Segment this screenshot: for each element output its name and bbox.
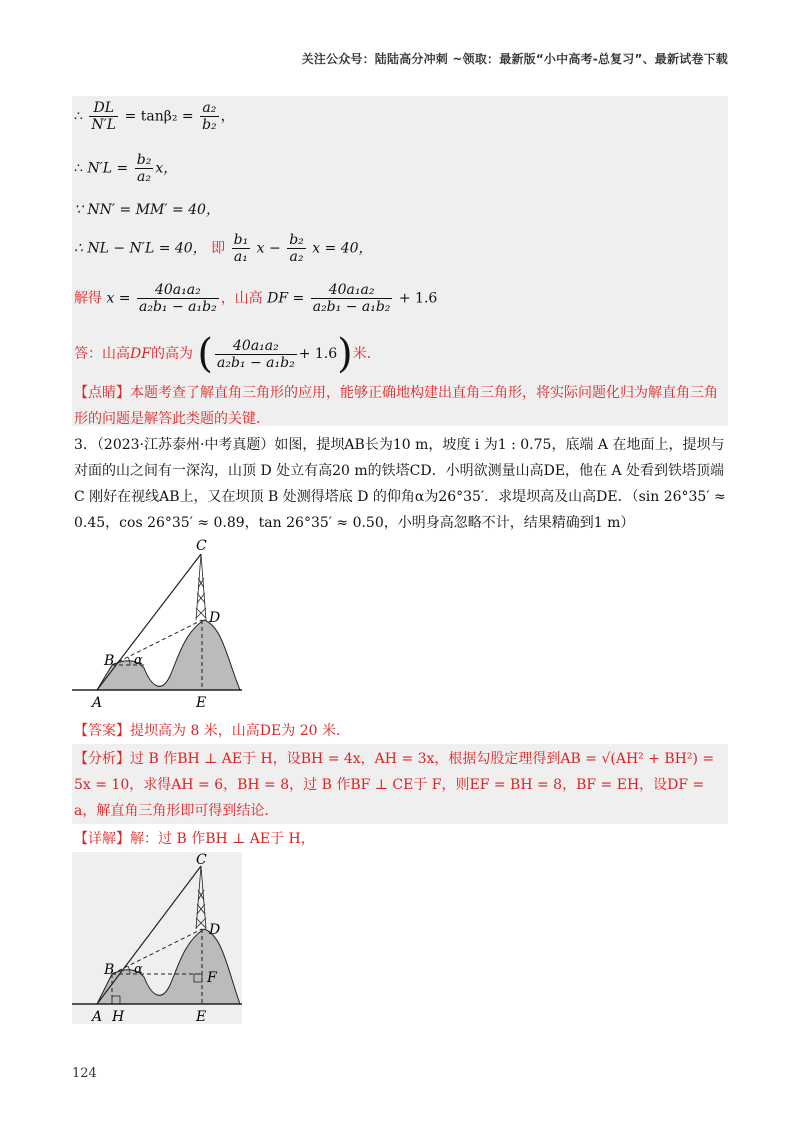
- tower-cd: [196, 866, 206, 929]
- fraction: $\frac{\text{b₂}}{\text{a₂}}$: [289, 232, 304, 265]
- label-e: E: [196, 695, 207, 710]
- fraction: $\frac{\text{a₂}}{\text{b₂}}$: [202, 100, 217, 133]
- equation-text: 米．: [352, 346, 381, 362]
- label-b: B: [104, 962, 115, 978]
- therefore-symbol: ∴: [74, 108, 83, 125]
- equation-text: ，山高: [220, 290, 263, 307]
- equation-text: x −: [256, 240, 281, 257]
- equation-text: 的高为: [150, 346, 193, 362]
- solution-line-1: [74, 100, 235, 133]
- label-alpha: α: [134, 653, 143, 668]
- fraction: $\frac{\text{40a₁a₂}}{\text{a₂b₁ − a₁b₂}}$: [138, 282, 217, 315]
- page-number: 124: [72, 1066, 97, 1081]
- label-e: E: [196, 1009, 207, 1024]
- solution-line-4: [74, 232, 373, 265]
- equation-text: ∴ NL − N′L = 40，: [74, 240, 207, 257]
- solution-line-5: [74, 282, 437, 315]
- equation-text: = tanβ₂ =: [124, 108, 194, 125]
- label-f: F: [207, 970, 217, 986]
- page-header: 关注公众号：陆陆高分冲刺 ~领取：最新版“小中高考-总复习”、最新试卷下载: [301, 52, 728, 66]
- label-b: B: [104, 653, 115, 669]
- equation-text: 即: [211, 240, 226, 257]
- fraction: $\frac{\text{b₁}}{\text{a₁}}$: [233, 232, 249, 265]
- label-d: D: [209, 922, 221, 938]
- equation-text: x，: [155, 160, 178, 177]
- equation-text: ，: [220, 108, 235, 125]
- equation-text: DF =: [267, 290, 305, 307]
- label-d: D: [209, 610, 221, 626]
- label-h: H: [112, 1009, 125, 1024]
- fraction: $\frac{\text{40a₁a₂}}{\text{a₂b₁ − a₁b₂}}$: [312, 282, 391, 315]
- terrain-fill: [97, 620, 240, 690]
- figure-2: [72, 852, 262, 1024]
- equation-text: + 1.6: [398, 290, 438, 307]
- fraction: $\frac{\text{40a₁a₂}}{\text{a₂b₁ − a₁b₂}}$: [217, 337, 295, 371]
- solution-line-2: [74, 152, 177, 185]
- equation-text: 答：山高: [74, 346, 130, 362]
- label-c: C: [196, 852, 207, 868]
- problem-statement: 3．（2023·江苏泰州·中考真题）如图，提坝AB长为10 m，坡度 i 为1 : 0.75，底端 A 在地面上，提坝与对面的山之间有一深沟，山顶 D 处立有高20 m的铁塔CD．小明欲测量山高DE，他在 A 处看到铁塔顶端 C 刚好在视线AB上，又在坝顶 B 处测得塔底 D 的仰角α为26°35′．求堤坝高及山高DE．（sin 26°35′ ≈ 0.45，cos 26°35′ ≈ 0.89，tan 26°35′ ≈ 0.50，小明身高忽略不计，结果精确到1 m）: [74, 437, 726, 531]
- label-alpha: α: [134, 962, 143, 977]
- solution-line-3: ∵ NN′ = MM′ = 40，: [74, 202, 220, 218]
- label-c: C: [196, 538, 207, 554]
- equation-text: 解得: [74, 290, 102, 307]
- dianjing-note: 【点睛】本题考查了解直角三角形的应用，能够正确地构建出直角三角形，将实际问题化归为解直角三角形的问题是解答此类题的关键．: [74, 385, 718, 427]
- fraction: $\frac{DL}{N'L}$: [91, 100, 117, 133]
- equation-text: x = 40，: [312, 240, 373, 257]
- figure-1: [72, 538, 262, 710]
- right-paren: ): [337, 331, 353, 377]
- solution-line-6: [74, 331, 381, 377]
- detail-line: 【详解】解：过 B 作BH ⊥ AE于 H，: [74, 831, 315, 847]
- tower-cd: [196, 554, 206, 620]
- equation-text: N′L =: [87, 160, 129, 177]
- label-a: A: [92, 695, 103, 710]
- equation-text: DF: [130, 346, 151, 362]
- analysis-text: 【分析】过 B 作BH ⊥ AE于 H，设BH = 4x，AH = 3x，根据勾股定理得到AB = √(AH² + BH²) = 5x = 10，求得AH = 6，BH = 8，过 B 作BF ⊥ CE于 F，则EF = BH = 8，BF = EH，设DF = a，解直角三角形即可得到结论．: [74, 751, 715, 819]
- therefore-symbol: ∴: [74, 160, 83, 177]
- equation-text: x =: [106, 290, 131, 307]
- terrain-fill: [97, 929, 240, 1004]
- answer-line: 【答案】提坝高为 8 米，山高DE为 20 米．: [74, 723, 350, 739]
- label-a: A: [92, 1009, 103, 1024]
- left-paren: (: [197, 331, 214, 377]
- equation-text: + 1.6: [298, 346, 338, 362]
- fraction: $\frac{\text{b₂}}{\text{a₂}}$: [136, 152, 152, 185]
